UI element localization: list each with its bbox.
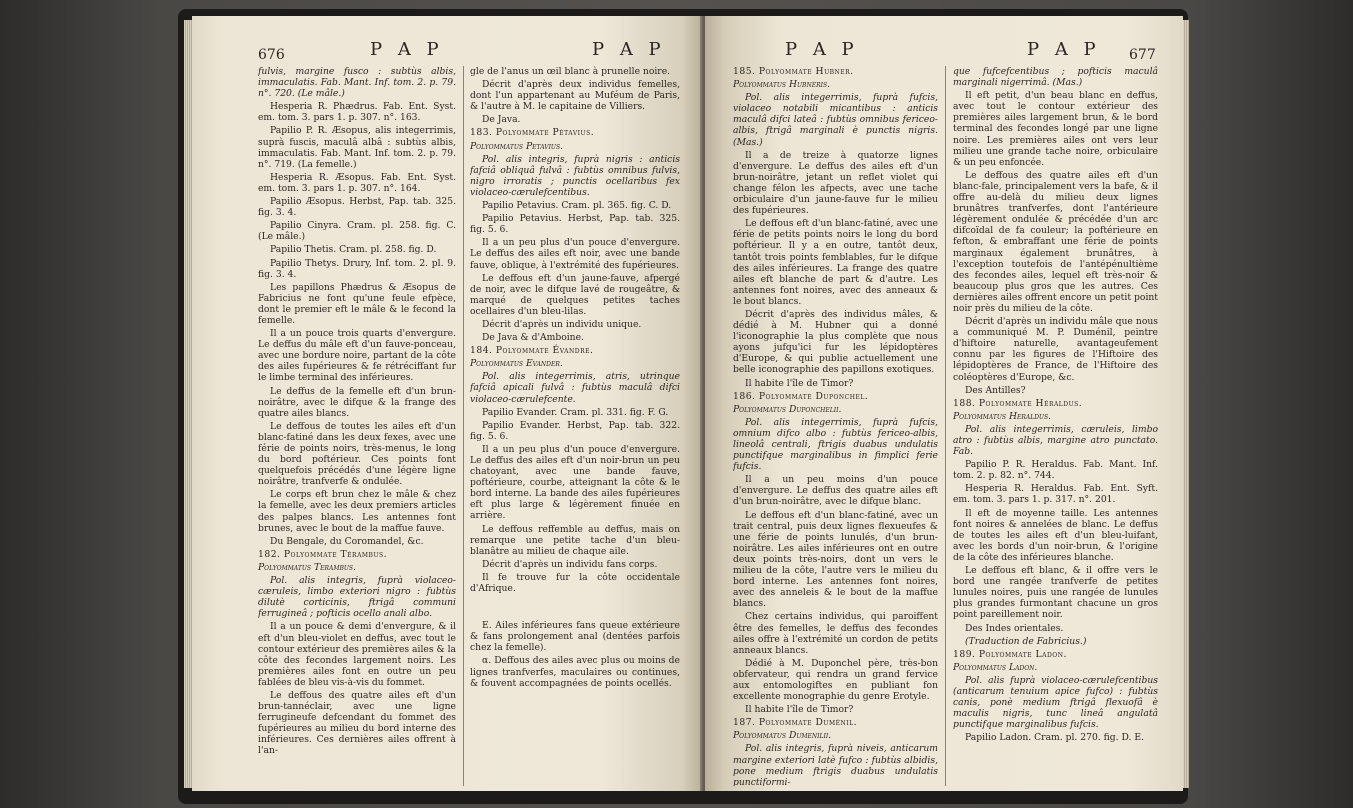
left-page-number: 676 [258, 47, 285, 63]
text-paragraph: Pol. alis integerrimis, fuprà fufcis, omnium difco albo : fubtùs fericeo-albis, lineolâ centrali, ftrigis duabus undulatis punctifque marginalibus in fimplici ferie fufcis. [733, 416, 938, 473]
text-paragraph: De Java & d'Amboine. [482, 332, 584, 344]
right-page-number: 677 [1129, 47, 1156, 63]
left-page [192, 16, 702, 791]
text-paragraph: Du Bengale, du Coromandel, &c. [270, 535, 424, 547]
species-heading: 189. Polyommate Ladon. [953, 648, 1067, 660]
left-running-header-1: P A P [370, 39, 444, 60]
text-paragraph: Le deffous eft d'un blanc-fatiné, avec une férie de petits points noirs le long du bord poftérieur. Il y a en outre, tantôt deux, tantôt trois points femblables, fur le difque des ailes inférieures. La frange des quatre ailes eft blanche de part & d'autre. Les antennes font noires, avec des anneaux & le bout blancs. [733, 218, 938, 307]
text-paragraph: gle de l'anus un œil blanc à prunelle noire. [470, 66, 671, 77]
text-paragraph: Papilio Evander. Herbst, Pap. tab. 322. fig. 5. 6. [470, 419, 680, 442]
text-paragraph: Des Antilles? [965, 384, 1026, 396]
species-heading: Polyommatus Evander. [470, 358, 563, 370]
text-paragraph: Hesperia R. Heraldus. Fab. Ent. Syft. em. tom. 3. pars 1. p. 317. n°. 201. [953, 483, 1158, 506]
text-paragraph: Il a un peu moins d'un pouce d'envergure. Le deffus des quatre ailes eft d'un brun-noirâtre, avec le difque blanc. [733, 474, 938, 508]
text-paragraph: Chez certains individus, qui paroiffent être des femelles, le deffus des fecondes ailes offre à l'extrémité un cordon de petits anneaux blancs. [733, 611, 938, 656]
text-paragraph: Il eft petit, d'un beau blanc en deffus, avec tout le contour extérieur des premières ailes largement brun, & le bord terminal des fecondes longé par une ligne noire. Les premières ailes ont vers leur milieu une grande tache noire, orbiculaire & un peu enfoncée. [953, 90, 1158, 168]
text-paragraph: Il a un pouce & demi d'envergure, & il eft d'un bleu-violet en deffus, avec tout le contour extérieur des premières ailes & la côte des fecondes largement noirs. Les premières ailes font en outre un peu fablées de bleu vis-à-vis du fommet. [258, 621, 456, 688]
species-heading: 184. Polyommate Évandre. [470, 345, 594, 357]
text-paragraph: Papilio Æsopus. Herbst, Pap. tab. 325. fig. 3. 4. [258, 196, 456, 219]
species-heading: 188. Polyommate Héraldus. [953, 397, 1083, 409]
text-paragraph: Pol. alis integerrimis, atris, utrinque fafciâ apicali fulvâ : fubtùs maculâ difci violaceo-cærulefcente. [470, 371, 680, 405]
species-heading: Polyommatus Petavius. [470, 140, 564, 152]
text-paragraph: Le deffus de la femelle eft d'un brun-noirâtre, avec le difque & la frange des quatre ailes blancs. [258, 385, 456, 419]
text-paragraph: Décrit d'après un individu fans corps. [482, 558, 658, 570]
text-paragraph: Pol. alis integerrimis, cæruleis, limbo atro : fubtùs albis, margine atro punctato. Fab. [953, 423, 1158, 458]
text-paragraph: De Java. [482, 114, 521, 126]
text-paragraph [470, 596, 680, 618]
left-page-edges [184, 20, 192, 788]
right-column-1 [733, 66, 938, 786]
text-paragraph: Il a un peu plus d'un pouce d'envergure. Le deffus des ailes eft d'un noir-brun un peu chatoyant, avec une bande fauve, poftérieure, courbe, atteignant la côte & le bord interne. La bande des ailes fupérieures eft plus large & légèrement finuée en arrière. [470, 443, 680, 522]
text-paragraph: Le deffous reffemble au deffus, mais on remarque une petite tache d'un bleu-blanâtre au milieu de chaque aile. [470, 523, 680, 557]
species-heading: Polyommatus Terambus. [258, 561, 356, 573]
text-paragraph: Pol. alis integris, fuprà niveis, anticarum margine exteriori latè fufco : fubtùs albidis, pone medium ftrigis duabus undulatis punctiformi- [733, 743, 938, 786]
text-paragraph: Il eft de moyenne taille. Les antennes font noires & annelées de blanc. Le deffus de toutes les ailes eft d'un bleu-luifant, avec les bords d'un noir-brun, & l'origine de la côte des inférieures blanche. [953, 507, 1158, 563]
text-paragraph: Papilio Petavius. Herbst, Pap. tab. 325. fig. 5. 6. [470, 213, 680, 236]
text-paragraph: α. Deffous des ailes avec plus ou moins de lignes tranfverfes, maculaires ou continues, & fouvent accompagnées de points ocellés. [470, 655, 680, 689]
species-heading: Polyommatus Ladon. [953, 661, 1038, 673]
text-paragraph: Il a un pouce trois quarts d'envergure. Le deffus du mâle eft d'un fauve-ponceau, avec une bordure noire, partant de la côte des ailes fupérieures & fe rétréciffant fur le limbe terminal des inférieures. [258, 328, 456, 384]
text-paragraph: Pol. alis integris, fuprà violaceo-cæruleis, limbo exteriori nigro : fubtùs dilutè corticinis, ftrigâ communi ferrugineâ ; pofticis ocello anali albo. [258, 575, 456, 620]
text-paragraph: Il a un peu plus d'un pouce d'envergure. Le deffus des ailes eft noir, avec une bande fauve, oblique, à l'extrémité des fupérieures. [470, 237, 680, 271]
text-paragraph: Hesperia R. Æsopus. Fab. Ent. Syst. em. tom. 3. pars 1. p. 307. n°. 164. [258, 171, 456, 194]
left-running-header-2: P A P [592, 39, 666, 60]
text-paragraph: Le deffous eft d'un jaune-fauve, afpergé de noir, avec le difque lavé de rougeâtre, & marqué de quelques petites taches ocellaires d'un bleu-lilas. [470, 272, 680, 317]
right-running-header-2: P A P [1027, 39, 1101, 60]
text-paragraph: Décrit d'après un individu unique. [482, 318, 642, 330]
right-page [705, 16, 1183, 791]
text-paragraph: Décrit d'après deux individus femelles, dont l'un appartenant au Muféum de Paris, & l'autre à M. le capitaine de Villiers. [470, 79, 680, 113]
text-paragraph: Pol. alis integerrimis, fuprà fufcis, violaceo notabili micantibus : anticis maculâ difci lateâ : fubtùs omnibus fericeo-albis, ftrigâ marginali è punctis nigris. (Mas.) [733, 92, 938, 148]
text-paragraph: Papilio P. R. Æsopus, alis integerrimis, suprà fuscis, maculâ albâ : subtùs albis, immaculatis. Fab. Mant. Inf. tom. 2. p. 79. n°. 719. (La femelle.) [258, 125, 456, 170]
species-heading: 186. Polyommate Duponchel. [733, 390, 869, 402]
text-paragraph: Le deffous eft blanc, & il offre vers le bord une rangée tranfverfe de petites lunules noires, puis une rangée de lunules plus grandes furmontant chacune un gros point pareillement noir. [953, 565, 1158, 621]
text-paragraph: Papilio P. R. Heraldus. Fab. Mant. Inf. tom. 2. p. 82. n°. 744. [953, 459, 1158, 482]
text-paragraph: Le corps eft brun chez le mâle & chez la femelle, avec les deux premiers articles des palpes blancs. Les antennes font brunes, avec le bout de la maffue fauve. [258, 489, 456, 534]
text-paragraph: Il habite l'île de Timor? [745, 377, 854, 389]
species-heading: Polyommatus Hubneris. [733, 79, 830, 91]
text-paragraph: fulvis, margine fusco : subtùs albis, immaculatis. Fab. Mant. Inf. tom. 2. p. 79. n°. 720. (Le mâle.) [258, 66, 456, 100]
text-paragraph: Dédié à M. Duponchel père, très-bon obfervateur, qui rendra un grand fervice aux entomologiftes en publiant fon excellente monographie du genre Erotyle. [733, 657, 938, 703]
species-heading: Polyommatus Heraldus. [953, 410, 1052, 422]
column-rule [945, 66, 946, 786]
column-rule [463, 66, 464, 786]
species-heading: 187. Polyommate Duménil. [733, 717, 858, 729]
text-paragraph: Des Indes orientales. [965, 622, 1064, 634]
left-column-2 [470, 66, 680, 786]
text-paragraph: Papilio Petavius. Cram. pl. 365. fig. C. D. [482, 200, 672, 212]
text-paragraph: Papilio Ladon. Cram. pl. 270. fig. D. E. [965, 732, 1144, 744]
text-paragraph: (Traduction de Fabricius.) [965, 635, 1087, 647]
text-paragraph: Papilio Thetys. Drury, Inf. tom. 2. pl. 9. fig. 3. 4. [258, 257, 456, 280]
left-column-1 [258, 66, 456, 786]
species-heading: 183. Polyommate Pétavius. [470, 127, 595, 139]
text-paragraph: que fufcefcentibus ; pofticis maculâ marginali nigerrimâ. (Mas.) [953, 66, 1158, 89]
text-paragraph: E. Ailes inférieures fans queue extérieure & fans prolongement anal (dentées parfois chez la femelle). [470, 620, 680, 654]
text-paragraph: Le deffous de toutes les ailes eft d'un blanc-fatiné dans les deux fexes, avec une férie de points noirs, très-menus, le long du bord poftérieur. Ces points font quelquefois précédés d'une légère ligne noirâtre, tranfverfe & ondulée. [258, 420, 456, 488]
right-running-header-1: P A P [785, 39, 859, 60]
text-paragraph: Le deffous des quatre ailes eft d'un blanc-fale, principalement vers la bafe, & il offre au-delà du milieu deux lignes brunâtres tranfverfes, dont l'antérieure légèrement ondulée & précédée d'un arc difcoïdal de fa couleur; la poftérieure en fefton, & embraffant une férie de points marginaux également brunâtres, à l'exception toutefois de l'antépénultième des fecondes ailes, lequel eft très-noir & beaucoup plus gros que les autres. Ces dernières ailes offrent encore un petit point noir près du milieu de la côte. [953, 169, 1158, 314]
species-heading: Polyommatus Dumenilii. [733, 730, 832, 742]
text-paragraph: Papilio Cinyra. Cram. pl. 258. fig. C. (Le mâle.) [258, 220, 456, 243]
text-paragraph: Papilio Evander. Cram. pl. 331. fig. F. G. [482, 406, 669, 418]
text-paragraph: Pol. alis integris, fuprà nigris : anticis fafciâ obliquâ fulvâ : fubtùs omnibus fulvis, nigro irroratis ; punctis ocellaribus fex violaceo-cærulefcentibus. [470, 153, 680, 198]
text-paragraph: Il fe trouve fur la côte occidentale d'Afrique. [470, 571, 680, 595]
right-page-edges [1183, 20, 1189, 788]
text-paragraph: Le deffous des quatre ailes eft d'un brun-tannéclair, avec une ligne ferrugineufe defcendant du fommet des fupérieures au milieu du bord interne des inférieures. Ces dernières ailes offrent à l'an- [258, 689, 456, 757]
species-heading: 185. Polyommate Hubner. [733, 66, 854, 77]
right-column-2 [953, 66, 1158, 786]
text-paragraph: Décrit d'après des individus mâles, & dédié à M. Hubner qui a donné l'iconographie la plus complète que nous ayons jufqu'ici fur les lépidoptères d'Europe, & qui publie actuellement une belle iconographie des papillons exotiques. [733, 308, 938, 376]
text-paragraph: Décrit d'après un individu mâle que nous a communiqué M. P. Duménil, peintre d'hiftoire naturelle, avantageufement connu par les figures de l'Hiftoire des lépidoptères de France, de l'Hiftoire des coléoptères d'Europe, &c. [953, 316, 1158, 383]
text-paragraph: Le deffous eft d'un blanc-fatiné, avec un trait central, puis deux lignes flexueufes & une férie de points lunulés, d'un brun-noirâtre. Les ailes inférieures ont en outre deux points très-noirs, dont un vers le milieu de la côte, l'autre vers le milieu du bord interne. Les antennes font noires, avec des anneleis & le bout de la maffue blancs. [733, 509, 938, 610]
text-paragraph: Il habite l'île de Timor? [745, 704, 854, 716]
species-heading: Polyommatus Duponchelii. [733, 403, 842, 415]
text-paragraph: Papilio Thetis. Cram. pl. 258. fig. D. [270, 244, 437, 256]
text-paragraph: Il a de treize à quatorze lignes d'envergure. Le deffus des ailes eft d'un brun-noirâtre, jetant un reflet violet qui change félon les afpects, avec une tache orbiculaire d'un jaune-fauve fur le milieu des fupérieures. [733, 149, 938, 217]
text-paragraph: Les papillons Phædrus & Æsopus de Fabricius ne font qu'une feule efpèce, dont le premier eft le mâle & le fecond la femelle. [258, 281, 456, 326]
species-heading: 182. Polyommate Térambus. [258, 548, 388, 560]
text-paragraph: Pol. alis fuprà violaceo-cærulefcentibus (anticarum tenuium apice fufco) : fubtùs canis, ponè medium ftrigâ flexuofâ è maculis nigris, tunc lineâ angulatâ punctifque marginalibus fufcis. [953, 674, 1158, 731]
text-paragraph: Hesperia R. Phædrus. Fab. Ent. Syst. em. tom. 3. pars 1. p. 307. n°. 163. [258, 101, 456, 124]
